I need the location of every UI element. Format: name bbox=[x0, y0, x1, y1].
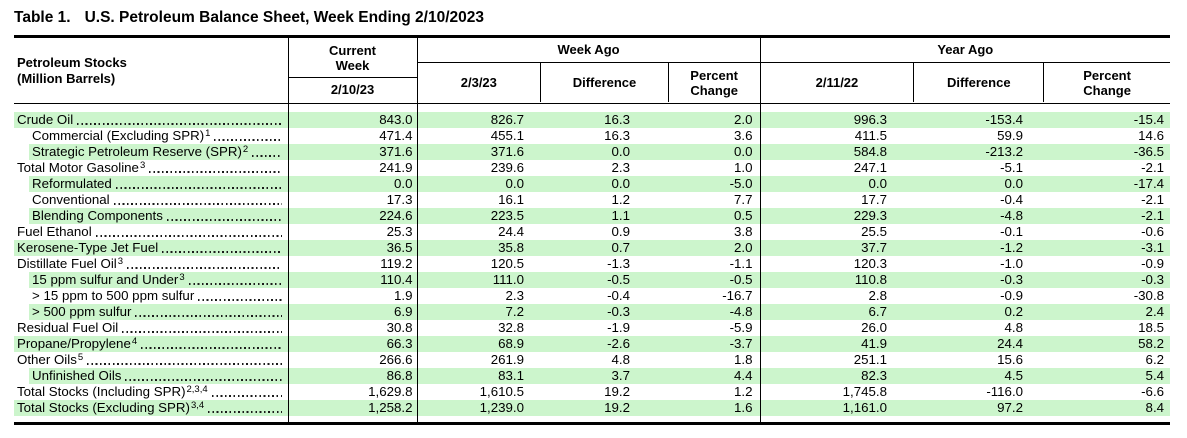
row-label-cell bbox=[14, 224, 288, 240]
value-cell: 1,745.8 bbox=[842, 383, 888, 399]
value-cell: 0.0 bbox=[540, 176, 668, 192]
year-ago-subheaders bbox=[761, 63, 1171, 102]
week-ago-date-header: 2/3/23 bbox=[460, 75, 497, 90]
value-cell: 86.8 bbox=[288, 368, 417, 384]
value-cell: 66.3 bbox=[288, 336, 417, 352]
row-label: Total Stocks (Including SPR) bbox=[17, 383, 186, 399]
value-cell: 826.7 bbox=[417, 112, 540, 128]
table-row bbox=[14, 336, 1170, 352]
current-week-date: 2/10/23 bbox=[330, 82, 375, 97]
value-cell: 25.3 bbox=[288, 224, 417, 240]
value-cell: 1.6 bbox=[668, 400, 760, 416]
value-cell: -0.4 bbox=[1000, 191, 1024, 207]
value-cell: -16.7 bbox=[668, 288, 760, 304]
value-cell: 58.2 bbox=[1043, 336, 1170, 352]
dotted-leader bbox=[162, 251, 281, 253]
value-cell: -0.5 bbox=[668, 272, 760, 288]
table-row bbox=[14, 256, 1170, 272]
value-cell: 17.7 bbox=[861, 191, 888, 207]
value-cell: 35.8 bbox=[417, 240, 540, 256]
row-label-cell: Total Stocks (Including SPR) $^{2,3,4}$ bbox=[14, 384, 288, 400]
value-cell: 15.6 bbox=[997, 351, 1024, 367]
table-row bbox=[14, 368, 1170, 384]
row-label-cell: 15 ppm sulfur and Under $^3$ bbox=[14, 272, 288, 288]
row-label-cell bbox=[14, 288, 288, 304]
value-cell: 3.8 bbox=[668, 224, 760, 240]
value-cell: 2.4 bbox=[1043, 304, 1170, 320]
row-label: Blending Components bbox=[32, 207, 163, 223]
value-cell: 18.5 bbox=[1138, 319, 1165, 335]
value-cell: 0.0 bbox=[417, 176, 540, 192]
value-cell: 16.1 bbox=[498, 191, 524, 207]
value-cell: 111.0 bbox=[417, 272, 540, 288]
row-label: Strategic Petroleum Reserve (SPR) bbox=[32, 143, 242, 159]
value-cell: 261.9 bbox=[490, 351, 524, 367]
value-cell: 996.3 bbox=[760, 112, 913, 128]
week-ago-group-label: Week Ago bbox=[418, 38, 760, 63]
year-ago-percent-change-header: Percent Change bbox=[1043, 63, 1170, 102]
value-cell: 471.4 bbox=[288, 128, 417, 144]
value-cell: 110.4 bbox=[288, 272, 417, 288]
dotted-leader bbox=[149, 171, 281, 173]
year-ago-date-header: 2/11/22 bbox=[815, 75, 859, 90]
value-cell: 0.0 bbox=[760, 176, 913, 192]
row-label: > 500 ppm sulfur bbox=[32, 303, 132, 319]
row-label-cell bbox=[14, 240, 288, 256]
value-cell: 239.6 bbox=[490, 159, 524, 175]
value-cell: 229.3 bbox=[760, 208, 913, 224]
value-cell: 247.1 bbox=[853, 159, 888, 175]
row-label: 15 ppm sulfur and Under bbox=[32, 271, 179, 287]
value-cell: 843.0 bbox=[288, 112, 417, 128]
dotted-leader bbox=[114, 203, 282, 205]
table-row bbox=[14, 288, 1170, 304]
row-label: Kerosene-Type Jet Fuel bbox=[17, 239, 159, 255]
value-cell: -0.5 bbox=[540, 272, 668, 288]
value-cell: 30.8 bbox=[288, 320, 417, 336]
table-row bbox=[14, 144, 1170, 160]
value-cell: 0.5 bbox=[668, 208, 760, 224]
value-cell: 0.9 bbox=[611, 223, 630, 239]
value-cell: -5.1 bbox=[1000, 159, 1024, 175]
year-ago-difference-header: Difference bbox=[913, 63, 1043, 102]
row-label: Fuel Ethanol bbox=[17, 223, 92, 239]
row-label: Crude Oil bbox=[17, 111, 74, 127]
value-cell: 4.8 bbox=[1004, 319, 1024, 335]
table-row bbox=[14, 128, 1170, 144]
year-ago-group-label: Year Ago bbox=[761, 38, 1171, 63]
spacer-row bbox=[14, 104, 1170, 112]
dotted-leader bbox=[77, 123, 281, 125]
value-cell: 6.7 bbox=[760, 304, 913, 320]
table-row bbox=[14, 224, 1170, 240]
value-cell: 223.5 bbox=[417, 208, 540, 224]
petroleum-balance-table bbox=[14, 38, 1170, 422]
value-cell: 455.1 bbox=[490, 127, 524, 143]
value-cell: 19.2 bbox=[604, 383, 630, 399]
row-label: Commercial (Excluding SPR) bbox=[32, 127, 205, 143]
row-label: Other Oils bbox=[17, 351, 77, 367]
value-cell: 36.5 bbox=[288, 240, 417, 256]
row-label-cell bbox=[14, 320, 288, 336]
value-cell: -2.1 bbox=[1141, 191, 1165, 207]
value-cell: -30.8 bbox=[1133, 287, 1165, 303]
value-cell: -5.9 bbox=[668, 320, 760, 336]
value-cell: 0.2 bbox=[913, 304, 1043, 320]
row-label: Total Motor Gasoline bbox=[17, 159, 139, 175]
column-group-week-ago bbox=[417, 38, 760, 104]
value-cell: 0.0 bbox=[913, 176, 1043, 192]
value-cell: 1,258.2 bbox=[288, 400, 417, 416]
value-cell: 83.1 bbox=[417, 368, 540, 384]
value-cell: 4.4 bbox=[668, 368, 760, 384]
value-cell: 3.6 bbox=[668, 128, 760, 144]
value-cell: -2.1 bbox=[1141, 159, 1165, 175]
row-label: Propane/Propylene bbox=[17, 335, 131, 351]
week-ago-subheaders bbox=[418, 63, 760, 102]
dotted-leader bbox=[167, 219, 282, 221]
value-cell: -0.9 bbox=[1000, 287, 1024, 303]
row-label-cell bbox=[14, 176, 288, 192]
value-cell: 82.3 bbox=[760, 368, 913, 384]
value-cell: 24.4 bbox=[913, 336, 1043, 352]
dotted-leader bbox=[141, 347, 281, 349]
value-cell: 17.3 bbox=[288, 192, 417, 208]
column-header-current-week bbox=[288, 38, 417, 104]
table-row bbox=[14, 176, 1170, 192]
dotted-leader bbox=[87, 363, 281, 365]
value-cell: 1.9 bbox=[288, 288, 417, 304]
dotted-leader bbox=[127, 267, 281, 269]
value-cell: 110.8 bbox=[760, 272, 913, 288]
value-cell: 37.7 bbox=[760, 240, 913, 256]
table-row bbox=[14, 208, 1170, 224]
value-cell: 584.8 bbox=[760, 144, 913, 160]
table-title bbox=[14, 8, 1187, 28]
value-cell: -1.2 bbox=[913, 240, 1043, 256]
dotted-leader bbox=[212, 395, 282, 397]
row-label-cell bbox=[14, 304, 288, 320]
table-row bbox=[14, 304, 1170, 320]
value-cell: 4.8 bbox=[611, 351, 630, 367]
table-header bbox=[14, 38, 1170, 104]
value-cell: 6.9 bbox=[288, 304, 417, 320]
value-cell: 2.0 bbox=[668, 112, 760, 128]
value-cell: -4.8 bbox=[668, 304, 760, 320]
value-cell: 2.0 bbox=[668, 240, 760, 256]
value-cell: 2.3 bbox=[611, 159, 630, 175]
dotted-leader bbox=[189, 283, 282, 285]
value-cell: -15.4 bbox=[1043, 112, 1170, 128]
row-label: Total Stocks (Excluding SPR) bbox=[17, 399, 190, 415]
value-cell: 266.6 bbox=[288, 352, 417, 368]
dotted-leader bbox=[135, 315, 281, 317]
value-cell: 1.2 bbox=[611, 191, 630, 207]
value-cell: 14.6 bbox=[1138, 127, 1165, 143]
value-cell: -4.8 bbox=[913, 208, 1043, 224]
value-cell: 7.7 bbox=[668, 192, 760, 208]
row-label: > 15 ppm to 500 ppm sulfur bbox=[32, 287, 195, 303]
value-cell: 7.2 bbox=[417, 304, 540, 320]
value-cell: 1,610.5 bbox=[479, 383, 524, 399]
value-cell: -6.6 bbox=[1141, 383, 1165, 399]
table-row bbox=[14, 240, 1170, 256]
value-cell: 241.9 bbox=[288, 160, 417, 176]
value-cell: 59.9 bbox=[997, 127, 1024, 143]
row-label: Residual Fuel Oil bbox=[17, 319, 119, 335]
value-cell: 19.2 bbox=[540, 400, 668, 416]
value-cell: 6.2 bbox=[1145, 351, 1165, 367]
table-row bbox=[14, 352, 1170, 368]
value-cell: 1.8 bbox=[668, 352, 760, 368]
value-cell: -116.0 bbox=[986, 383, 1024, 399]
value-cell: 2.3 bbox=[505, 287, 524, 303]
dotted-leader bbox=[214, 139, 281, 141]
table-title-text: U.S. Petroleum Balance Sheet, Week Ending 2/10/2023 bbox=[84, 9, 485, 26]
value-cell: 119.2 bbox=[288, 256, 417, 272]
table-row bbox=[14, 112, 1170, 128]
value-cell: 4.5 bbox=[913, 368, 1043, 384]
value-cell: 2.8 bbox=[868, 287, 888, 303]
value-cell: 97.2 bbox=[913, 400, 1043, 416]
stub-line1: Petroleum Stocks bbox=[17, 54, 127, 70]
dotted-leader bbox=[208, 411, 281, 413]
value-cell: 251.1 bbox=[853, 351, 888, 367]
current-week-label: Current Week bbox=[329, 42, 376, 73]
value-cell: -0.6 bbox=[1141, 223, 1165, 239]
value-cell: 371.6 bbox=[417, 144, 540, 160]
value-cell: -2.6 bbox=[540, 336, 668, 352]
table-row bbox=[14, 272, 1170, 288]
value-cell: 1,161.0 bbox=[760, 400, 913, 416]
dotted-leader bbox=[96, 235, 282, 237]
value-cell: -0.9 bbox=[1141, 255, 1165, 271]
value-cell: 0.0 bbox=[668, 144, 760, 160]
value-cell: -1.1 bbox=[668, 256, 760, 272]
week-ago-difference-header: Difference bbox=[540, 63, 668, 102]
dotted-leader bbox=[125, 379, 281, 381]
row-label: Unfinished Oils bbox=[32, 367, 122, 383]
value-cell: 1.1 bbox=[540, 208, 668, 224]
dotted-leader bbox=[116, 187, 282, 189]
value-cell: 41.9 bbox=[760, 336, 913, 352]
bottom-rule bbox=[14, 422, 1170, 425]
dotted-leader bbox=[198, 299, 281, 301]
value-cell: -0.3 bbox=[1043, 272, 1170, 288]
value-cell: 8.4 bbox=[1043, 400, 1170, 416]
column-group-year-ago bbox=[760, 38, 1170, 104]
week-ago-percent-change-header: Percent Change bbox=[668, 63, 760, 102]
value-cell: 120.5 bbox=[490, 255, 524, 271]
value-cell: 26.0 bbox=[861, 319, 888, 335]
stub-line2: (Million Barrels) bbox=[17, 70, 116, 86]
header-row bbox=[14, 38, 1170, 104]
row-label: Reformulated bbox=[32, 175, 112, 191]
current-week-label-cell bbox=[289, 38, 417, 78]
row-label-cell: Commercial (Excluding SPR) $^1$ bbox=[14, 128, 288, 144]
row-label-cell: Other Oils $^5$ bbox=[14, 352, 288, 368]
row-label-cell bbox=[14, 112, 288, 128]
table-body bbox=[14, 104, 1170, 422]
table-row bbox=[14, 160, 1170, 176]
row-label-cell bbox=[14, 368, 288, 384]
value-cell: 5.4 bbox=[1043, 368, 1170, 384]
value-cell: -1.3 bbox=[607, 255, 630, 271]
value-cell: 32.8 bbox=[498, 319, 524, 335]
value-cell: 0.0 bbox=[540, 144, 668, 160]
value-cell: 1,629.8 bbox=[288, 384, 417, 400]
value-cell: -3.7 bbox=[668, 336, 760, 352]
value-cell: -1.9 bbox=[607, 319, 630, 335]
value-cell: 1.2 bbox=[668, 384, 760, 400]
value-cell: 1.0 bbox=[668, 160, 760, 176]
value-cell: -0.3 bbox=[540, 304, 668, 320]
value-cell: 3.7 bbox=[540, 368, 668, 384]
table-row bbox=[14, 192, 1170, 208]
value-cell: -2.1 bbox=[1043, 208, 1170, 224]
dotted-leader bbox=[252, 155, 281, 157]
value-cell: 16.3 bbox=[540, 112, 668, 128]
row-label-cell bbox=[14, 192, 288, 208]
value-cell: 68.9 bbox=[417, 336, 540, 352]
value-cell: 0.7 bbox=[540, 240, 668, 256]
value-cell: 16.3 bbox=[604, 127, 630, 143]
column-header-stub bbox=[14, 38, 288, 104]
row-label: Distillate Fuel Oil bbox=[17, 255, 117, 271]
value-cell: -0.1 bbox=[1000, 223, 1024, 239]
value-cell: 25.5 bbox=[861, 223, 888, 239]
dotted-leader bbox=[122, 331, 281, 333]
value-cell: -3.1 bbox=[1043, 240, 1170, 256]
value-cell: -36.5 bbox=[1043, 144, 1170, 160]
value-cell: 24.4 bbox=[498, 223, 524, 239]
value-cell: -153.4 bbox=[913, 112, 1043, 128]
row-label-cell: Total Stocks (Excluding SPR) $^{3,4}$ bbox=[14, 400, 288, 416]
value-cell: 0.0 bbox=[288, 176, 417, 192]
table-row bbox=[14, 384, 1170, 400]
value-cell: 120.3 bbox=[853, 255, 888, 271]
value-cell: -17.4 bbox=[1043, 176, 1170, 192]
value-cell: 371.6 bbox=[288, 144, 417, 160]
row-label-cell: Propane/Propylene $^4$ bbox=[14, 336, 288, 352]
table-row bbox=[14, 400, 1170, 416]
value-cell: 1,239.0 bbox=[417, 400, 540, 416]
table-row bbox=[14, 320, 1170, 336]
row-label-cell: Strategic Petroleum Reserve (SPR) $^2$ bbox=[14, 144, 288, 160]
table-number: Table 1. bbox=[14, 9, 71, 26]
value-cell: -1.0 bbox=[1000, 255, 1024, 271]
row-label-cell bbox=[14, 208, 288, 224]
stub-label bbox=[14, 38, 288, 103]
value-cell: 411.5 bbox=[854, 127, 888, 143]
row-label: Conventional bbox=[32, 191, 110, 207]
row-label-cell: Distillate Fuel Oil $^3$ bbox=[14, 256, 288, 272]
value-cell: -0.4 bbox=[607, 287, 630, 303]
value-cell: -213.2 bbox=[913, 144, 1043, 160]
row-label-cell: Total Motor Gasoline $^3$ bbox=[14, 160, 288, 176]
value-cell: 224.6 bbox=[288, 208, 417, 224]
value-cell: -5.0 bbox=[668, 176, 760, 192]
value-cell: -0.3 bbox=[913, 272, 1043, 288]
